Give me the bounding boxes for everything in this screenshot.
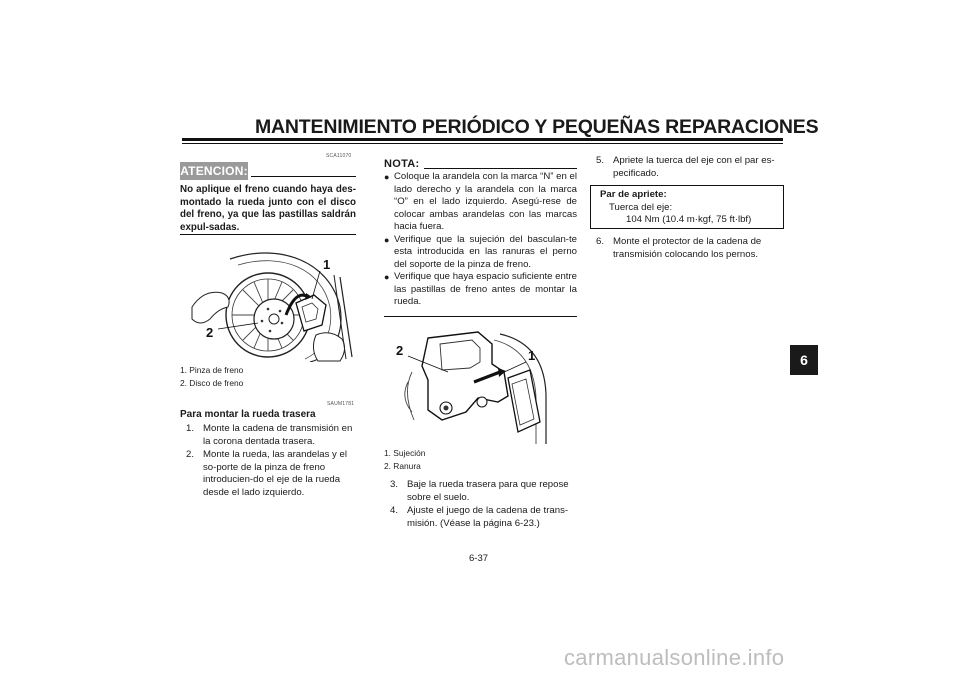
step-number: 1.: [186, 423, 195, 434]
header-rule-thick: [182, 138, 783, 141]
note-label: NOTA:: [384, 158, 420, 170]
step-3: [384, 479, 577, 504]
steps-middle: [384, 479, 577, 531]
step-4: [384, 505, 577, 530]
rear-wheel-illustration: [190, 247, 355, 362]
caution-text: No aplique el freno cuando haya des-montado la rueda junto con el disco del freno, ya que las pastillas saldrán expul-sadas.: [180, 184, 356, 233]
note-item: [384, 234, 577, 272]
step-5: [590, 155, 784, 180]
note-item: [384, 171, 577, 234]
caution-rule: [251, 176, 356, 177]
bullet-icon: ●: [384, 272, 390, 282]
page-number: 6-37: [469, 553, 489, 564]
caution-badge: ATENCION:: [180, 164, 248, 178]
step-1: [180, 423, 356, 448]
note-item-text: Verifique que haya espacio suficiente entre las pastillas de freno antes de montar la rueda.: [394, 271, 577, 307]
torque-title: Par de apriete:: [600, 189, 667, 200]
steps-left: [180, 423, 356, 501]
torque-value: 104 Nm (10.4 m·kgf, 75 ft·lbf): [626, 214, 752, 225]
watermark[interactable]: carmanualsonline.info: [564, 645, 785, 670]
bullet-icon: ●: [384, 234, 390, 245]
caliper-bracket-illustration: [390, 322, 555, 444]
fig1-caption-1: 1. Pinza de freno: [180, 365, 244, 375]
note-rule-top: [424, 168, 577, 169]
bullet-icon: ●: [384, 172, 390, 182]
torque-item: Tuerca del eje:: [609, 201, 673, 213]
section-code: SAUM1781: [327, 401, 355, 407]
step-text: Baje la rueda trasera para que repose sobre el suelo.: [407, 479, 569, 503]
note-item-text: Coloque la arandela con la marca “N” en el lado derecho y la arandela con la marca “O” en el lado izquierdo. Asegú-rese de colocar ambas arandelas con las marcas hacia fuera.: [394, 171, 577, 232]
note-item-text: Verifique que la sujeción del basculan-te esta introducida en las ranuras el perno del soporte de la pinza de freno.: [394, 233, 577, 270]
step-text: Apriete la tuerca del eje con el par es-pecificado.: [613, 155, 775, 179]
step-number: 5.: [596, 155, 605, 166]
note-item: [384, 271, 577, 309]
fig2-callout-2: 2: [396, 343, 404, 358]
step-text: Monte la cadena de transmisión en la corona dentada trasera.: [203, 423, 353, 447]
fig2-captions: [384, 447, 425, 472]
step-6-block: [590, 236, 784, 262]
fig2-caption-2: 2. Ranura: [384, 460, 421, 471]
note-list: [384, 171, 577, 309]
step-number: 6.: [596, 236, 605, 247]
fig1-callout-2: 2: [206, 325, 214, 340]
caution-code: SCA11070: [326, 153, 352, 159]
chapter-tab[interactable]: 6: [790, 345, 818, 375]
torque-box: [590, 185, 784, 229]
step-5-block: [590, 155, 784, 181]
fig1-caption-2: 2. Disco de freno: [180, 377, 244, 388]
header-rule-thin: [182, 143, 783, 144]
step-text: Monte la rueda, las arandelas y el so-porte de la pinza de freno introducien-do el eje de la rueda desde el lado izquierdo.: [203, 449, 347, 498]
step-text: Monte el protector de la cadena de transmisión colocando los pernos.: [613, 236, 762, 260]
step-6: [590, 236, 784, 261]
caution-divider: [180, 234, 356, 235]
step-2: [180, 449, 356, 499]
step-number: 3.: [390, 479, 399, 490]
note-rule-bottom: [384, 316, 577, 317]
step-number: 4.: [390, 505, 399, 517]
fig2-callout-1: 1: [528, 348, 536, 363]
fig1-captions: [180, 364, 243, 389]
section-heading: Para montar la rueda trasera: [180, 409, 316, 420]
step-number: 2.: [186, 449, 195, 461]
page-title: MANTENIMIENTO PERIÓDICO Y PEQUEÑAS REPARACIONES: [255, 116, 819, 138]
fig2-caption-1: 1. Sujeción: [384, 448, 426, 458]
fig1-callout-1: 1: [323, 257, 331, 272]
step-text: Ajuste el juego de la cadena de trans-misión. (Véase la página 6-23.): [407, 505, 569, 529]
